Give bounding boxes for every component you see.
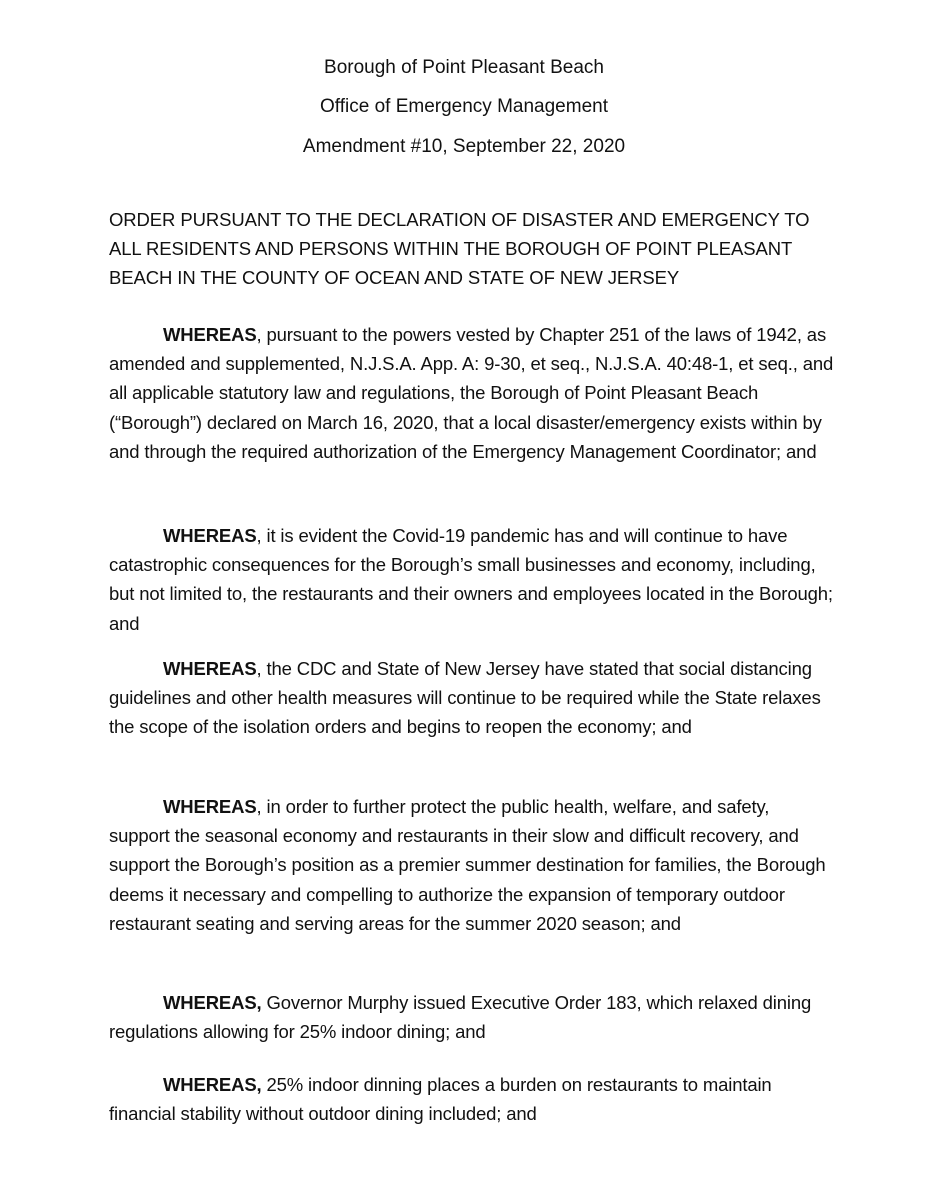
whereas-text: , in order to further protect the public health, welfare, and safety, support the seasonal economy and restaurants in their slow and difficult recovery, and support the Borough’s position as a premier summer destination for families, the Borough deems it necessary and compelling to authorize the expansion of temporary outdoor restaurant seating and serving areas for the summer 2020 season; and — [109, 796, 826, 934]
office-name-heading: Office of Emergency Management — [320, 96, 608, 117]
whereas-lead: WHEREAS — [163, 324, 257, 345]
whereas-lead: WHEREAS, — [163, 992, 262, 1013]
whereas-paragraph-2 — [109, 521, 834, 638]
whereas-paragraph-6 — [109, 1070, 834, 1128]
order-title: ORDER PURSUANT TO THE DECLARATION OF DISASTER AND EMERGENCY TO ALL RESIDENTS AND PERSONS WITHIN THE BOROUGH OF POINT PLEASANT BEACH IN THE COUNTY OF OCEAN AND STATE OF NEW JERSEY — [109, 209, 810, 288]
whereas-lead: WHEREAS — [163, 525, 257, 546]
whereas-lead: WHEREAS — [163, 658, 257, 679]
whereas-text: Governor Murphy issued Executive Order 183, which relaxed dining regulations allowing for 25% indoor dining; and — [109, 992, 812, 1043]
whereas-text: , the CDC and State of New Jersey have stated that social distancing guidelines and other health measures will continue to be required while the State relaxes the scope of the isolation orders and begins to reopen the economy; and — [109, 658, 821, 738]
whereas-paragraph-5 — [109, 988, 834, 1046]
amendment-date-heading: Amendment #10, September 22, 2020 — [302, 136, 626, 157]
whereas-text: , it is evident the Covid-19 pandemic has and will continue to have catastrophic consequences for the Borough’s small businesses and economy, including, but not limited to, the restaurants and their owners and employees located in the Borough; and — [109, 525, 833, 634]
borough-name-heading: Borough of Point Pleasant Beach — [324, 57, 604, 78]
whereas-lead: WHEREAS, — [163, 1074, 262, 1095]
whereas-paragraph-4 — [109, 792, 834, 938]
whereas-text: , pursuant to the powers vested by Chapter 251 of the laws of 1942, as amended and supplemented, N.J.S.A. App. A: 9-30, et seq., N.J.S.A. 40:48-1, et seq., and all applicable statutory law and regulations, the Borough of Point Pleasant Beach (“Borough”) declared on March 16, 2020, that a local disaster/emergency exists within by and through the required authorization of the Emergency Management Coordinator; and — [109, 324, 834, 462]
whereas-lead: WHEREAS — [163, 796, 257, 817]
whereas-paragraph-1 — [109, 320, 834, 466]
whereas-paragraph-3 — [109, 654, 834, 742]
whereas-text: 25% indoor dinning places a burden on restaurants to maintain financial stability without outdoor dining included; and — [109, 1074, 772, 1125]
